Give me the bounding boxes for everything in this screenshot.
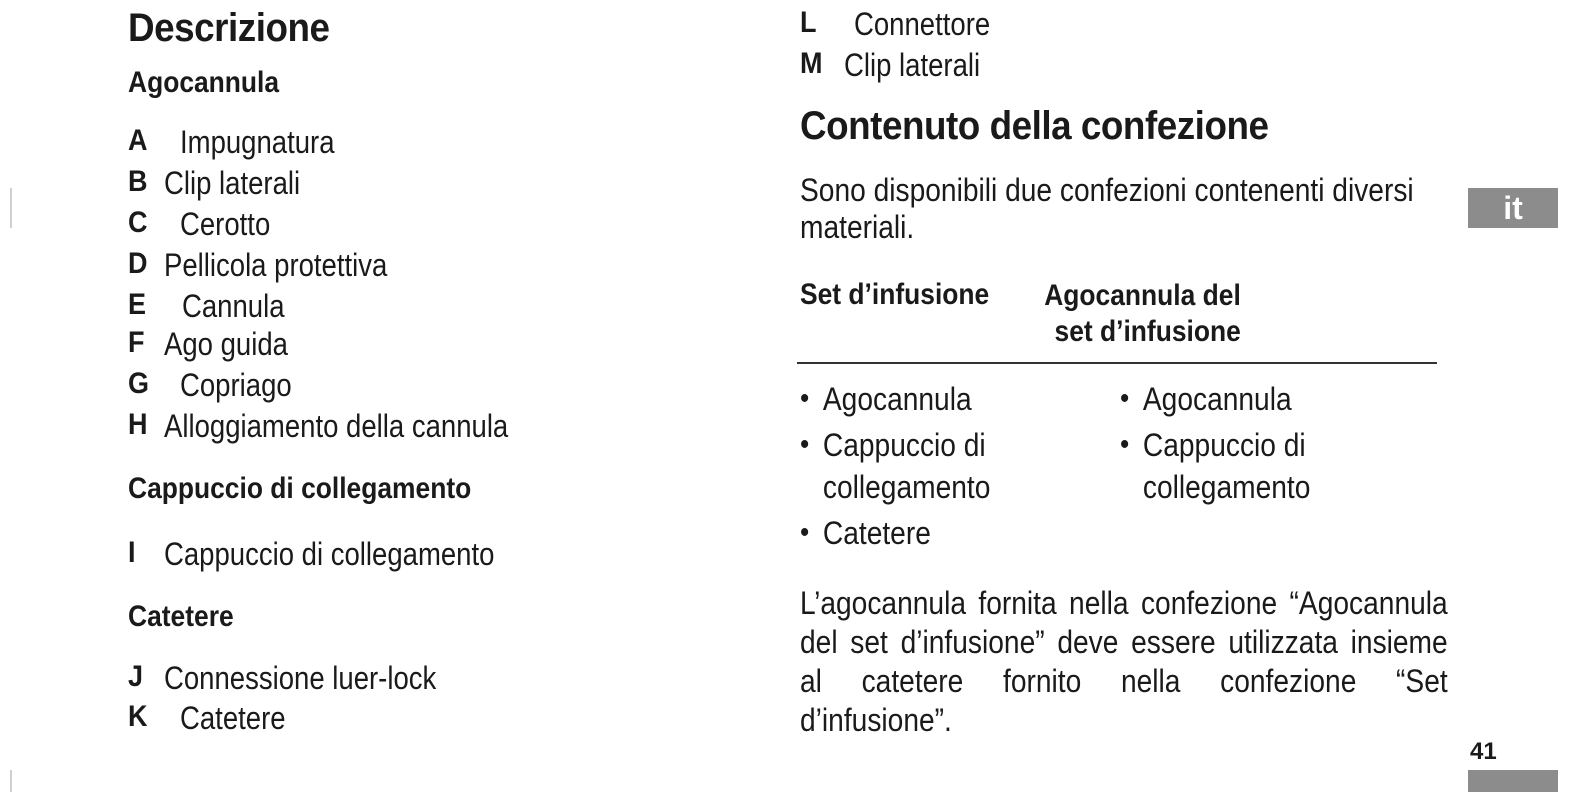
item-label: Cerotto [180, 206, 271, 242]
item-label: Copriago [180, 367, 292, 403]
package-contents-agocannula [1120, 378, 1440, 512]
list-item: • Catetere [800, 512, 1082, 554]
item-label: Connessione luer-lock [164, 660, 437, 696]
item-letter: B [128, 165, 148, 198]
list-item: • Agocannula [800, 378, 1082, 420]
package-contents-set [800, 378, 1120, 558]
table-header-col2: Agocannula del set d’infusione [1044, 279, 1241, 348]
table-header-col1: Set d’infusione [800, 278, 990, 311]
section-title-descrizione: Descrizione [128, 6, 330, 50]
language-tab: it [1468, 188, 1558, 228]
item-letter: C [128, 206, 148, 239]
list-item: • Cappuccio di collegamento [800, 424, 1082, 508]
item-label: Ago guida [164, 326, 288, 362]
item-letter: F [128, 326, 145, 359]
subheading-cappuccio: Cappuccio di collegamento [128, 472, 472, 505]
item-letter: J [128, 660, 144, 693]
item-label: Connettore [854, 6, 991, 42]
subheading-agocannula: Agocannula [128, 66, 280, 99]
item-letter: L [800, 6, 817, 39]
item-letter: E [128, 288, 147, 321]
item-letter: K [128, 700, 148, 733]
item-label: Cannula [182, 288, 285, 324]
list-item: • Cappuccio di collegamento [1120, 424, 1402, 508]
margin-mark [10, 770, 12, 792]
margin-mark [10, 188, 12, 228]
page-marker-bar [1468, 770, 1558, 792]
section-title-contenuto: Contenuto della confezione [800, 104, 1269, 148]
intro-paragraph: Sono disponibili due confezioni contenenti diversi materiali. [800, 172, 1414, 245]
item-label: Impugnatura [180, 124, 335, 160]
item-letter: I [128, 536, 136, 569]
item-letter: A [128, 124, 148, 157]
usage-paragraph: L’agocannula fornita nella confezione “Agocannula del set d’infusione” deve essere utilizzata insieme al catetere fornito nella confezione “Set d’infusione”. [800, 585, 1448, 738]
item-letter: H [128, 408, 148, 441]
item-letter: G [128, 367, 150, 400]
item-label: Alloggiamento della cannula [164, 408, 509, 444]
table-divider [797, 362, 1437, 364]
item-label: Catetere [180, 700, 286, 736]
item-label: Pellicola protettiva [164, 247, 388, 283]
subheading-catetere: Catetere [128, 600, 234, 633]
page-number: 41 [1470, 738, 1497, 765]
item-label: Clip laterali [164, 165, 301, 201]
item-label: Clip laterali [844, 47, 981, 83]
item-letter: M [800, 47, 823, 80]
list-item: • Agocannula [1120, 378, 1402, 420]
item-letter: D [128, 247, 148, 280]
item-label: Cappuccio di collegamento [164, 536, 495, 572]
